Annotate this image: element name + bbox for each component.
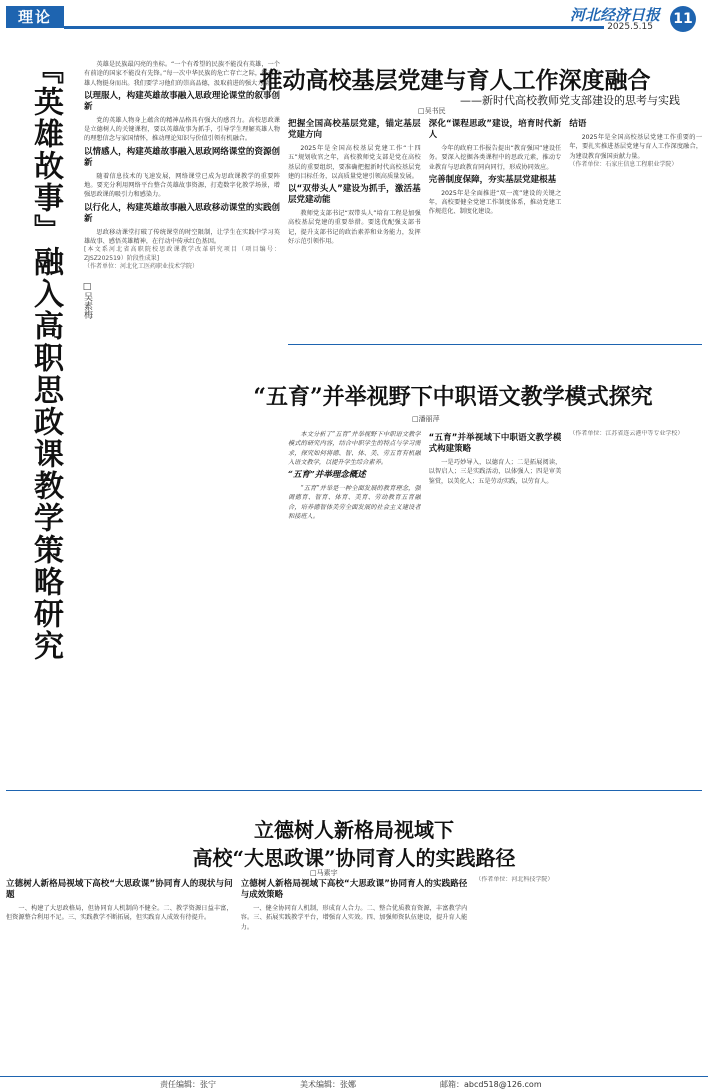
article3-body-1: 一、构建了大思政格局，但协同育人机制尚不健全。二、教学资源日益丰富，但资源整合利用不足。三、实践教学不断拓展，但实践育人成效有待提升。: [6, 905, 233, 922]
article1-heading-4: 完善制度保障，夯实基层党建根基: [428, 174, 557, 185]
masthead: [0, 0, 708, 52]
article1-heading-2: 以“双带头人”建设为抓手，激活基层党建动能: [288, 184, 421, 206]
article2-col-2: [429, 430, 562, 772]
sidebar-note: [本文系河北省高职院校思政课教学改革研究项目（项目编号：ZJSZ202519）阶段性成果]: [84, 246, 280, 262]
page-footer: [0, 1076, 708, 1092]
issue-date: 2025.5.15: [607, 22, 653, 32]
article1-body-4: 2025年是全面推进“双一流”建设的关键之年，高校要健全党建工作制度体系，推动党建工作规范化、制度化建设。: [428, 189, 562, 216]
article1-body-1: 2025年是全国高校基层党建工作“十四五”规划收官之年，高校教师党支部是党在高校基层的重要组织，要准确把握新时代高校基层党建的目标任务，以高质量党建引领高质量发展。: [288, 145, 421, 180]
article3-col-3: [475, 876, 702, 1074]
sidebar-heading-1: 以理服人，构建英雄故事融入思政理论课堂的叙事创新: [84, 90, 280, 112]
article3-col-1: [6, 876, 233, 1074]
article1-heading-3: 深化“课程思政”建设，培育时代新人: [428, 119, 562, 140]
article3-heading-1: 立德树人新格局视域下高校“大思政课”协同育人的现状与问题: [6, 879, 233, 900]
article2-heading-2: “五育”并举视域下中职语文教学模式构建策略: [428, 433, 562, 454]
article2-col-1: [288, 430, 421, 772]
page-number: 11: [670, 6, 696, 32]
sidebar-article-body: [84, 60, 280, 770]
article3-author: □马素宇: [310, 869, 338, 877]
article3-col-2: [241, 876, 468, 1074]
article1-heading-1: 把握全国高校基层党建，锚定基层党建方向: [288, 119, 421, 140]
article2-col-3: [569, 430, 702, 772]
article1-subtitle: ——新时代高校教师党支部建设的思考与实践: [460, 94, 680, 107]
article3-title-line2: 高校“大思政课”协同育人的实践路径: [192, 846, 516, 870]
sidebar-heading-2: 以情感人，构建英雄故事融入思政网络课堂的资源创新: [84, 146, 280, 168]
sidebar-article-title: 『英雄故事』融入高职思政课教学策略研究: [28, 54, 63, 662]
paper-logo: 河北经济日报: [569, 6, 660, 24]
article1-body-3: 今年的政府工作报告提出“教育强国”建设任务。要深入挖掘各类课程中的思政元素，推动专业教育与思政教育同向同行，形成协同效应。: [428, 145, 562, 171]
sidebar-intro: 英雄是民族最闪亮的坐标。“一个有希望的民族不能没有英雄，一个有前途的国家不能没有先锋。”每一次中华民族的危亡存亡之际，都有英雄人物挺身而出。我们要学习他们的崇高品德，汲取前进的强大力量。: [84, 61, 280, 87]
sidebar-body-1: 党的英雄人物身上蕴含的精神品格具有强大的感召力。高校思政课是立德树人的关键课程，要以英雄故事为抓手，引导学生理解英雄人物的理想信念与家国情怀，推动理论知识与价值引领有机融合。: [84, 116, 280, 143]
article2-heading-1: “五育”并举理念概述: [288, 470, 366, 481]
article2-affiliation: （作者单位：江苏省连云港中等专业学校）: [569, 430, 684, 437]
article1-title: 推动高校基层党建与育人工作深度融合: [259, 67, 651, 94]
footer-editor: 责任编辑：张宁: [160, 1080, 216, 1089]
article1-col-2: [429, 116, 562, 336]
article2-title: “五育”并举视野下中职语文教学模式探究: [253, 384, 653, 410]
article1-body-5: 2025年是全国高校基层党建工作重要的一年，要扎实推进基层党建与育人工作深度融合，为建设教育强国贡献力量。: [569, 134, 703, 160]
article2-body: [288, 430, 702, 772]
article3-affiliation: （作者单位：河北科技学院）: [475, 876, 554, 883]
section-bar: [64, 26, 604, 29]
sidebar-body-2: 随着信息技术的飞速发展，网络课堂已成为思政课教学的重要阵地。要充分利用网络平台整合英雄故事资源，打造数字化教学场景，增强思政课的吸引力和感染力。: [84, 172, 280, 199]
sidebar-article-author: □吴素梅: [82, 282, 92, 319]
article1-author: □吴书民: [418, 107, 446, 115]
article1-affiliation: （作者单位：石家庄信息工程职业学院）: [569, 160, 678, 168]
article1-body-2: 教师党支部书记“双带头人”培育工程是加强高校基层党建的重要举措。要选优配强支部书记，提升支部书记的政治素养和业务能力，发挥好示范引领作用。: [288, 210, 421, 246]
divider-1: [288, 344, 702, 345]
article3-title-line1: 立德树人新格局视域下: [254, 818, 454, 842]
article2-abstract: 本文分析了“五育”并举视野下中职语文教学模式的研究内容，结合中职学生的特点与学习需求，探究如何将德、智、体、美、劳五育有机融入语文教学，以提升学生综合素养。: [288, 431, 421, 466]
article2-author: □潘丽萍: [412, 415, 440, 423]
footer-design: 美术编辑：张娜: [300, 1080, 356, 1089]
article2-body-1: “五育”并举是一种全面发展的教育理念，强调德育、智育、体育、美育、劳动教育五育融合，培养德智体美劳全面发展的社会主义建设者和接班人。: [288, 485, 421, 521]
article1-body: [288, 116, 702, 336]
article1-heading-5: 结语: [569, 119, 587, 129]
article3-body: [6, 876, 702, 1074]
article1-col-3: [569, 116, 702, 336]
divider-2: [6, 790, 702, 791]
sidebar-body-3: 思政移动课堂打破了传统课堂的时空限制，让学生在实践中学习英雄故事、感悟英雄精神，在行动中传承红色基因。: [84, 228, 280, 245]
section-tag: 理论: [6, 6, 64, 28]
article3-body-2: 一、健全协同育人机制，形成育人合力。二、整合优质教育资源，丰富教学内容。三、拓展实践教学平台，增强育人实效。四、加强师资队伍建设，提升育人能力。: [240, 905, 468, 931]
article1-col-1: [288, 116, 421, 336]
footer-email: 邮箱：abcd518@126.com: [440, 1080, 542, 1089]
sidebar-affiliation: （作者单位：河北化工医药职业技术学院）: [84, 263, 199, 271]
sidebar-heading-3: 以行化人，构建英雄故事融入思政移动课堂的实践创新: [84, 202, 280, 224]
article2-body-2: 一是巧妙导入，以德育人；二是拓展阅读，以智启人；三是实践活动，以体强人；四是审美鉴赏，以美化人；五是劳动实践，以劳育人。: [428, 459, 562, 485]
article3-heading-2: 立德树人新格局视域下高校“大思政课”协同育人的实践路径与成效策略: [240, 879, 468, 900]
